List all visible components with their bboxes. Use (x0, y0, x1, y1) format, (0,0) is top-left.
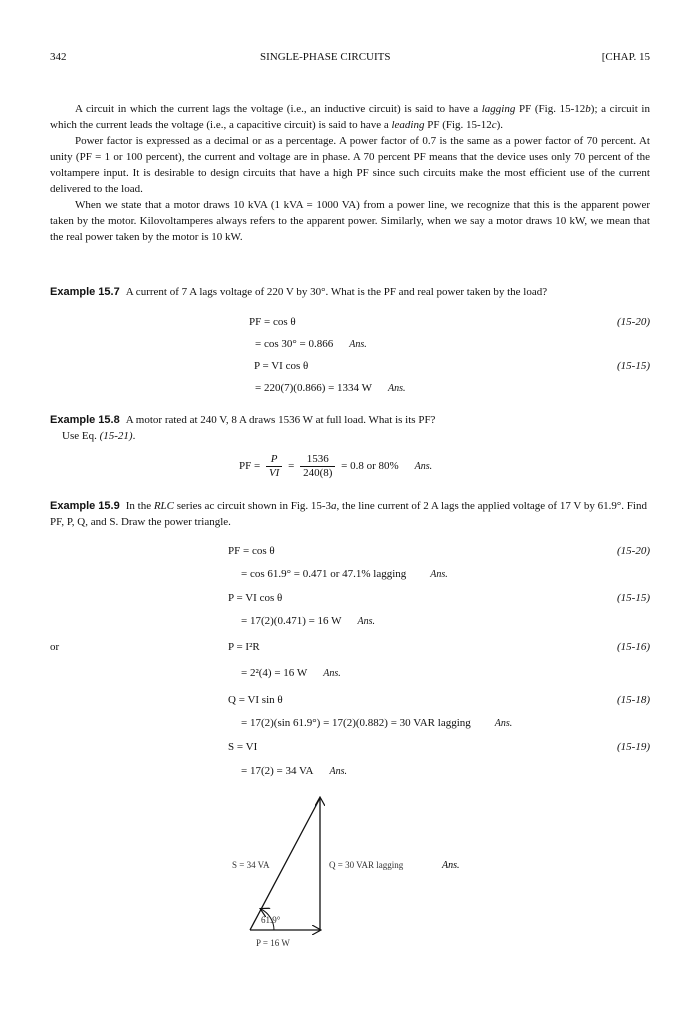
equation-number: (15-19) (617, 741, 650, 753)
page-number: 342 (50, 51, 67, 63)
intro-paragraph-2: Power factor is expressed as a decimal or as a percentage. A power factor of 0.7 is the same as a power factor of 70 percent. At unity (PF = 1 or 100 percent), the current and voltage are in phase. A 70 percent PF means that the device uses only 70 percent of the voltampere input. It is desirable to design circuits that have a high PF since such circuits make the most efficient use of the current delivered to the load. (50, 135, 650, 195)
equation: = 2²(4) = 16 W Ans. (241, 667, 341, 679)
equation: PF = cos θ (228, 545, 275, 557)
equation-number: (15-18) (617, 694, 650, 706)
equation: = cos 61.9° = 0.471 or 47.1% lagging Ans. (241, 568, 448, 580)
angle-label: 61.9° (261, 915, 281, 925)
intro-paragraph-3: When we state that a motor draws 10 kVA (1 kVA = 1000 VA) from a power line, we recognize that this is the apparent power taken by the motor. Kilovoltamperes always refers to the apparent power. Similarly, when we say a motor draws 10 kW, we mean that the real power taken by the motor is 10 kW. (50, 199, 650, 243)
equation: P = I²R (228, 641, 260, 653)
example-15-7: Example 15.7 A current of 7 A lags voltage of 220 V by 30°. What is the PF and real power taken by the load? (50, 286, 548, 298)
ans-label: Ans. (442, 860, 460, 871)
equation: PF = cos θ (249, 316, 296, 328)
q-label: Q = 30 VAR lagging (329, 860, 404, 870)
equation: = 220(7)(0.866) = 1334 W Ans. (255, 382, 406, 394)
example-label: Example 15.9 (50, 500, 120, 512)
equation: P = VI cos θ (254, 360, 309, 372)
or-label: or (50, 641, 60, 653)
example-label: Example 15.7 (50, 286, 120, 298)
fraction: $\frac{1536}{240(8)}$ (300, 453, 335, 480)
equation: = cos 30° = 0.866 Ans. (255, 338, 367, 350)
equation-pf-fraction: PF = $\frac{P}{VI}$ = $\frac{1536}{240(8)}$ = 0.8 or 80% Ans. (239, 453, 433, 479)
p-label: P = 16 W (256, 938, 290, 948)
equation-number: (15-20) (617, 316, 650, 328)
fraction: $\frac{P}{VI}$ (266, 453, 282, 480)
equation: = 17(2) = 34 VA Ans. (241, 765, 348, 777)
equation-number: (15-20) (617, 545, 650, 557)
intro-paragraph-1: A circuit in which the current lags the voltage (i.e., an inductive circuit) is said to have a lagging PF (Fig. 15-12b); a circuit in which the current leads the voltage (i.e., a capacitive circuit) is said to have a leading PF (Fig. 15-12c). (50, 103, 650, 131)
intro-text (50, 101, 650, 245)
s-label: S = 34 VA (232, 860, 270, 870)
equation-number: (15-15) (617, 592, 650, 604)
running-title: SINGLE-PHASE CIRCUITS (260, 51, 391, 63)
equation: Q = VI sin θ (228, 694, 283, 706)
example-label: Example 15.8 (50, 414, 120, 426)
equation-number: (15-16) (617, 641, 650, 653)
equation: S = VI (228, 741, 258, 753)
example-15-8: Example 15.8 A motor rated at 240 V, 8 A draws 1536 W at full load. What is its PF? Use Eq. (15-21). (50, 414, 436, 442)
equation: = 17(2)(0.471) = 16 W Ans. (241, 615, 375, 627)
equation: = 17(2)(sin 61.9°) = 17(2)(0.882) = 30 VAR lagging Ans. (241, 717, 513, 729)
equation-number: (15-15) (617, 360, 650, 372)
equation: P = VI cos θ (228, 592, 283, 604)
power-triangle-diagram (220, 790, 490, 960)
chapter-label: [CHAP. 15 (601, 51, 650, 63)
example-15-9: Example 15.9 In the RLC series ac circuit shown in Fig. 15-3a, the line current of 2 A lags the applied voltage of 17 V by 61.9°. Find PF, P, Q, and S. Draw the power triangle. (50, 500, 647, 528)
